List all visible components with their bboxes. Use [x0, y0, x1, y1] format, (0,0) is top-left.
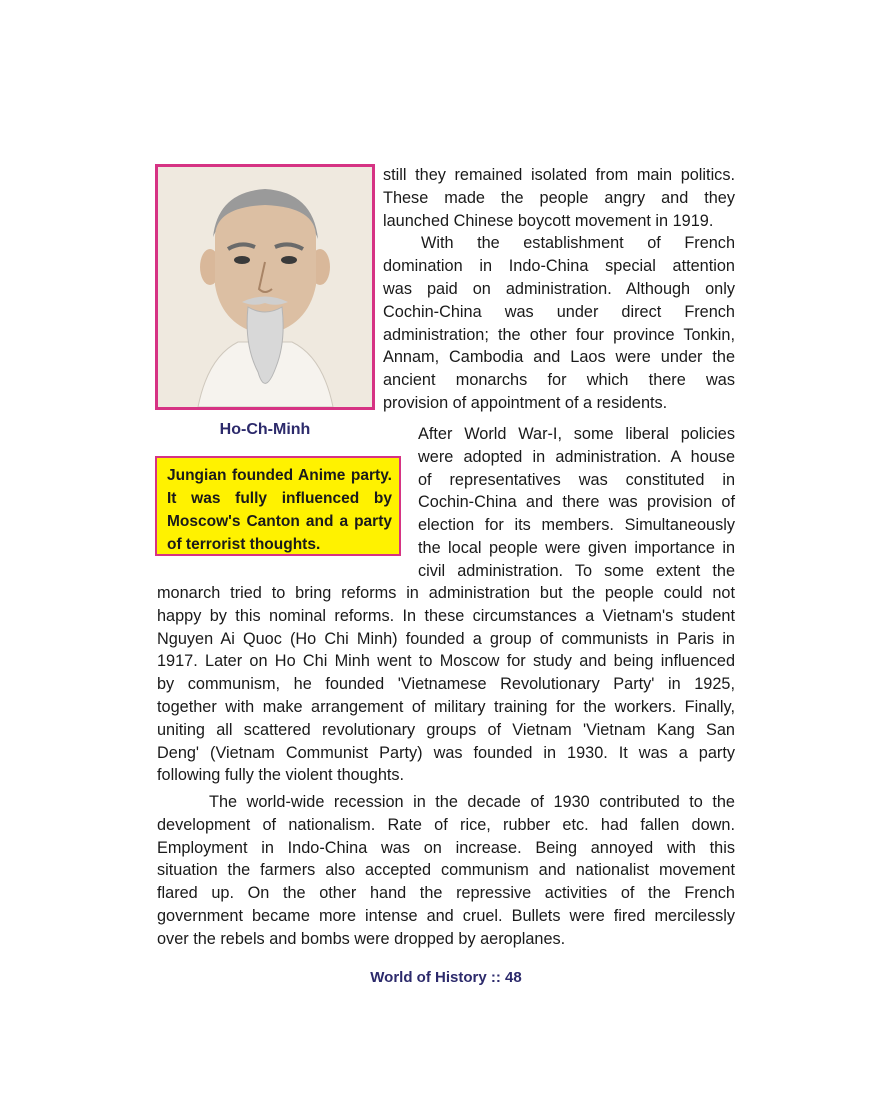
highlight-note-box	[155, 456, 401, 556]
text-line: of representatives was constituted in	[418, 470, 735, 489]
text-line: launched Chinese boycott movement in 1919.	[383, 211, 714, 230]
text-line: was paid on administration. Although only	[383, 279, 735, 298]
text-line: happy by this nominal reforms. In these circumstances a Vietnam's student	[157, 606, 735, 625]
text-line: monarch tried to bring reforms in administration but the people could not	[157, 584, 735, 602]
text-line: situation the farmers also accepted communism and nationalist movement	[157, 861, 735, 880]
text-line: Employment in Indo-China was on increase. Being annoyed with this	[157, 838, 735, 857]
text-line: After World War-I, some liberal policies	[418, 425, 735, 443]
text-line: The world-wide recession in the decade of 1930 contributed to the	[209, 793, 735, 811]
text-line: domination in Indo-China special attention	[383, 257, 735, 276]
text-line: With the establishment of French	[421, 234, 735, 253]
note-line: of terrorist thoughts.	[167, 536, 321, 553]
text-line: civil administration. To some extent the	[418, 561, 735, 580]
text-line: over the rebels and bombs were dropped by aeroplanes.	[157, 929, 566, 948]
text-line: These made the people angry and they	[383, 188, 735, 207]
text-line: government became more intense and cruel. Bullets were fired mercilessly	[157, 906, 735, 925]
page-footer: World of History :: 48	[370, 969, 522, 986]
note-line: Moscow's Canton and a party	[167, 513, 392, 530]
text-line: Deng' (Vietnam Communist Party) was founded in 1930. It was a party	[157, 743, 735, 762]
text-line: ancient monarchs for which there was	[383, 371, 735, 390]
text-line: uniting all scattered revolutionary groups of Vietnam 'Vietnam Kang San	[157, 720, 735, 739]
body-text-paragraph-a	[157, 582, 735, 787]
text-line: by communism, he founded 'Vietnamese Revolutionary Party' in 1925,	[157, 675, 735, 694]
text-line: flared up. On the other hand the repressive activities of the French	[157, 884, 735, 903]
figure-caption: Ho-Ch-Minh	[219, 421, 311, 438]
text-line: election for its members. Simultaneously	[418, 516, 735, 535]
text-line: the local people were given importance in	[418, 538, 735, 557]
portrait-illustration	[158, 167, 372, 407]
text-line: together with make arrangement of military training for the workers. Finally,	[157, 697, 735, 716]
text-line: provision of appointment of a residents.	[383, 393, 668, 412]
text-line: Cochin-China and there was provision of	[418, 493, 735, 512]
text-line: still they remained isolated from main politics.	[383, 166, 735, 184]
text-line: 1917. Later on Ho Chi Minh went to Moscow for study and being influenced	[157, 652, 735, 671]
note-line: It was fully influenced by	[167, 490, 392, 507]
body-text-paragraph-b	[157, 791, 735, 951]
text-line: administration; the other four province Tonkin,	[383, 325, 735, 344]
note-line: Jungian founded Anime party.	[167, 467, 392, 484]
portrait-photo	[155, 164, 375, 410]
text-line: following fully the violent thoughts.	[157, 766, 405, 785]
body-text-top-column	[383, 164, 735, 415]
text-line: Cochin-China was under direct French	[383, 302, 735, 321]
text-line: Nguyen Ai Quoc (Ho Chi Minh) founded a group of communists in Paris in	[157, 629, 735, 648]
text-line: Annam, Cambodia and Laos were under the	[383, 348, 735, 367]
text-line: were adopted in administration. A house	[418, 447, 735, 466]
text-line: development of nationalism. Rate of rice, rubber etc. had fallen down.	[157, 815, 735, 834]
body-text-mid-column	[418, 423, 735, 583]
